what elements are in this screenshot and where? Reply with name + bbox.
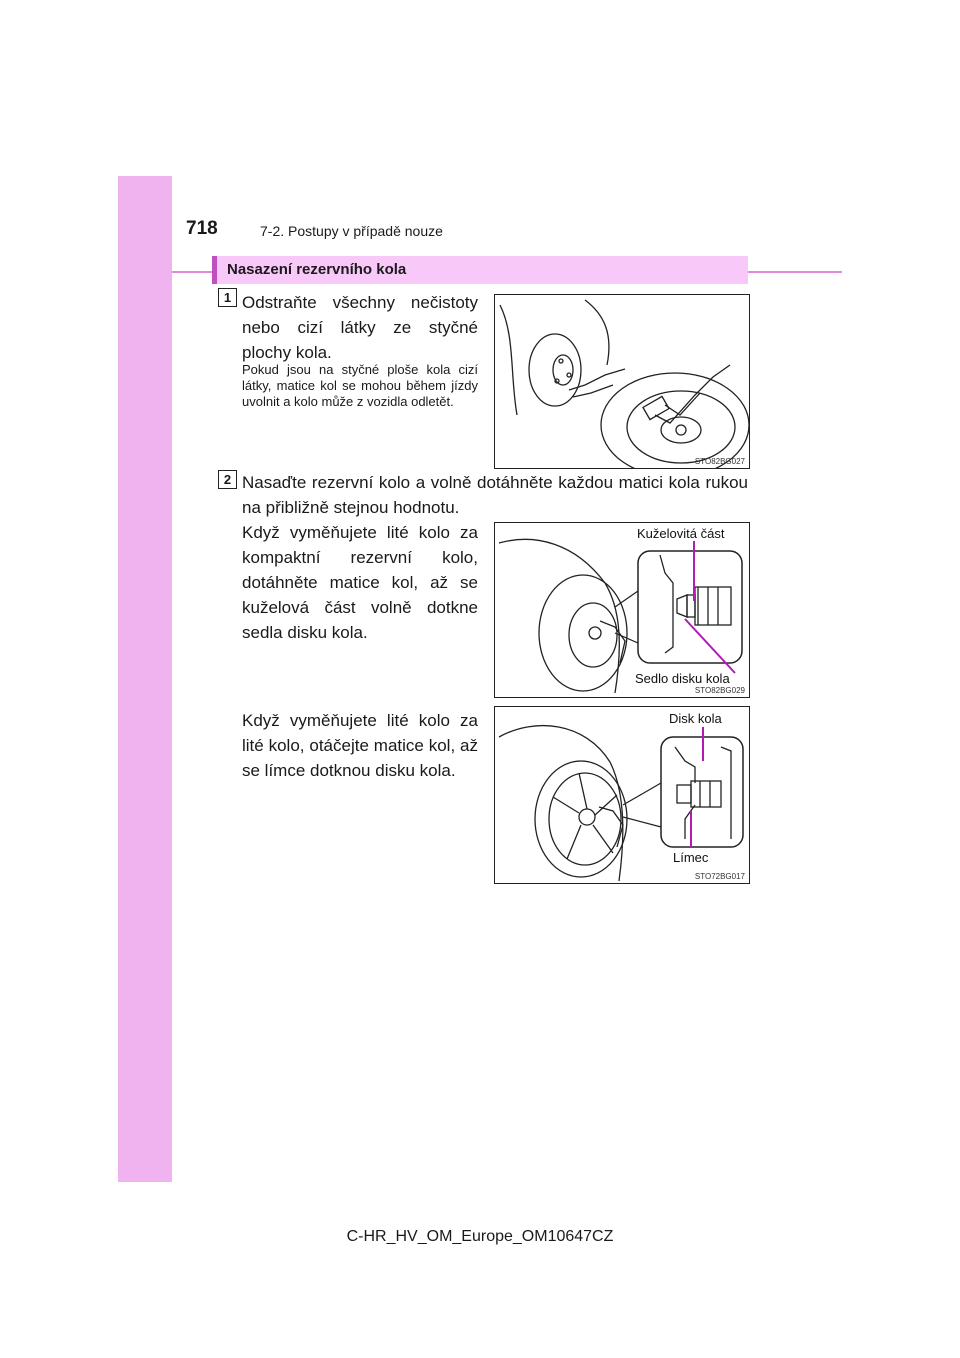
wheel-cleaning-illustration	[495, 295, 749, 468]
callout-wheel-disc: Disk kola	[669, 711, 722, 726]
chapter-sidebar-tab	[118, 176, 172, 1182]
figure-compact-spare	[494, 522, 750, 698]
step-1-note: Pokud jsou na styčné ploše kola cizí látky, matice kol se mohou během jízdy uvolnit a kolo může z vozidla odletět.	[242, 362, 478, 409]
alloy-wheel-illustration	[495, 707, 749, 883]
figure-3-code: STO72BG017	[694, 872, 745, 881]
callout-wheel-seat: Sedlo disku kola	[635, 671, 730, 686]
page-number: 718	[186, 218, 218, 239]
step-1-number: 1	[218, 288, 237, 307]
section-title: 7-2. Postupy v případě nouze	[260, 223, 443, 239]
callout-flange: Límec	[673, 850, 709, 865]
figure-2-code: STO82BG029	[694, 686, 745, 695]
step-2-sub2-text: Když vyměňujete lité kolo za lité kolo, otáčejte matice kol, až se límce dotknou disku kola.	[242, 711, 478, 780]
figure-alloy-wheel	[494, 706, 750, 884]
box-title: Nasazení rezervního kola	[212, 256, 748, 284]
step-1-text: Odstraňte všechny nečistoty nebo cizí látky ze styčné plochy kola.	[242, 293, 478, 362]
step-2-text: Nasaďte rezervní kolo a volně dotáhněte každou matici kola rukou na přibližně stejnou hodnotu.	[242, 473, 748, 517]
callout-tapered-part: Kuželovitá část	[637, 526, 725, 541]
step-2-number: 2	[218, 470, 237, 489]
figure-wheel-cleaning	[494, 294, 750, 469]
footer-doc-id: C-HR_HV_OM_Europe_OM10647CZ	[346, 1228, 614, 1245]
figure-1-code: STO82BG027	[694, 457, 745, 466]
step-2-sub1-text: Když vyměňujete lité kolo za kompaktní rezervní kolo, dotáhněte matice kol, až se kuželová část volně dotkne sedla disku kola.	[242, 523, 478, 642]
